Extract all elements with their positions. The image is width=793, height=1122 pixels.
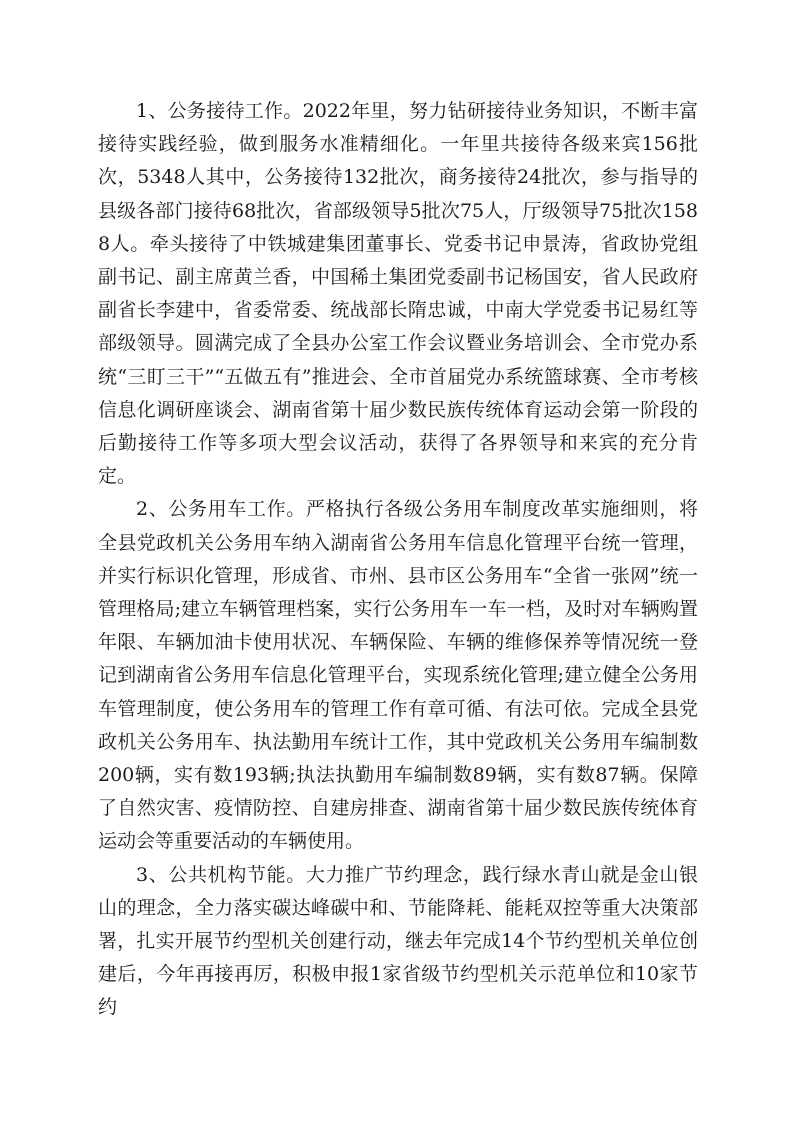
paragraph-vehicle-work: 2、公务用车工作。严格执行各级公务用车制度改革实施细则，将全县党政机关公务用车纳入湖南省公务用车信息化管理平台统一管理，并实行标识化管理，形成省、市州、县市区公务用车“全省一张网”统一管理格局;建立车辆管理档案，实行公务用车一车一档，及时对车辆购置年限、车辆加油卡使用状况、车辆保险、车辆的维修保养等情况统一登记到湖南省公务用车信息化管理平台，实现系统化管理;建立健全公务用车管理制度，使公务用车的管理工作有章可循、有法可依。完成全县党政机关公务用车、执法勤用车统计工作，其中党政机关公务用车编制数200辆，实有数193辆;执法执勤用车编制数89辆，实有数87辆。保障了自然灾害、疫情防控、自建房排查、湖南省第十届少数民族传统体育运动会等重要活动的车辆使用。 (98, 498, 698, 853)
paragraph-energy-saving: 3、公共机构节能。大力推广节约理念，践行绿水青山就是金山银山的理念，全力落实碳达峰碳中和、节能降耗、能耗双控等重大决策部署，扎实开展节约型机关创建行动，继去年完成14个节约型机关单位创建后，今年再接再厉，积极申报1家省级节约型机关示范单位和10家节约 (98, 863, 698, 1019)
paragraph-reception-work: 1、公务接待工作。2022年里，努力钻研接待业务知识，不断丰富接待实践经验，做到服务水准精细化。一年里共接待各级来宾156批次，5348人其中，公务接待132批次，商务接待24批次，参与指导的县级各部门接待68批次，省部级领导5批次75人，厅级领导75批次1588人。牵头接待了中铁城建集团董事长、党委书记申景涛，省政协党组副书记、副主席黄兰香，中国稀土集团党委副书记杨国安，省人民政府副省长李建中，省委常委、统战部长隋忠诚，中南大学党委书记易红等部级领导。圆满完成了全县办公室工作会议暨业务培训会、全市党办系统“三盯三干”“五做五有”推进会、全市首届党办系统篮球赛、全市考核信息化调研座谈会、湖南省第十届少数民族传统体育运动会第一阶段的后勤接待工作等多项大型会议活动，获得了各界领导和来宾的充分肯定。 (98, 100, 698, 488)
document-body (98, 95, 698, 1025)
